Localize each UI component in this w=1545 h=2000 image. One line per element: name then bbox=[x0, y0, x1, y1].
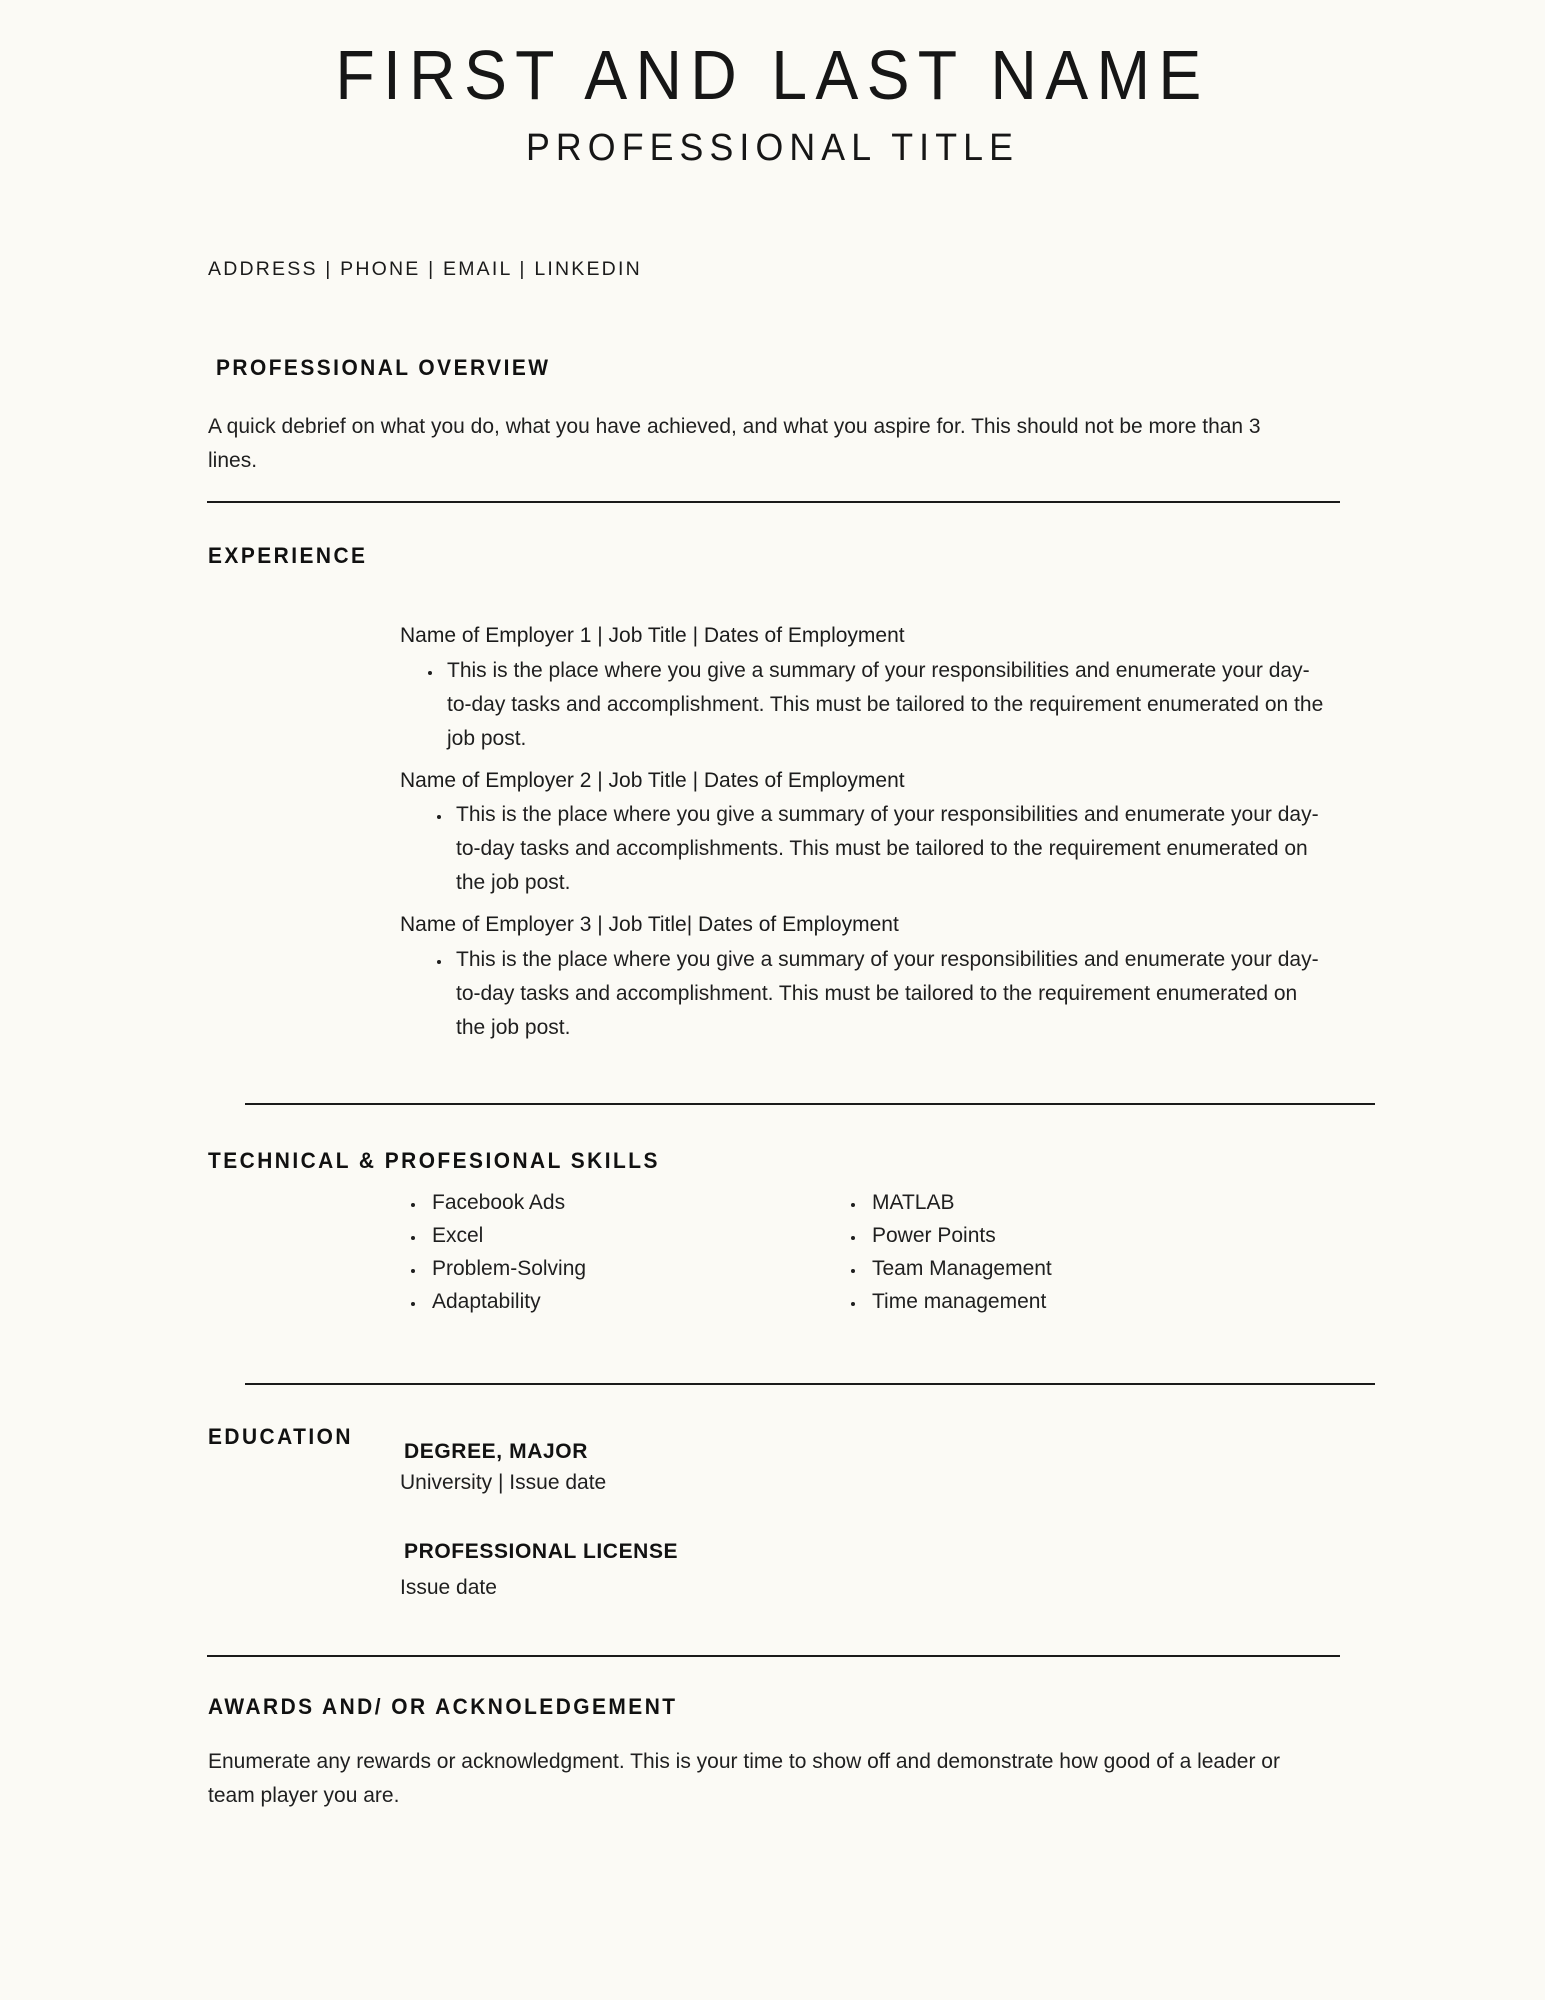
professional-title: PROFESSIONAL TITLE bbox=[525, 126, 1020, 169]
list-item: • Adaptability bbox=[426, 1289, 840, 1316]
education-entry-degree bbox=[400, 1437, 1200, 1499]
list-item: • Facebook Ads bbox=[426, 1190, 840, 1217]
experience-list bbox=[400, 620, 1330, 1054]
list-item: • This is the place where you give a summary of your responsibilities and enumerate your day-to-day tasks and accomplishment. This must be tailored to the requirement enumerated on the job post. bbox=[443, 654, 1330, 756]
education-list bbox=[400, 1437, 1200, 1604]
section-heading-experience: EXPERIENCE bbox=[208, 543, 368, 568]
experience-entry bbox=[400, 620, 1330, 756]
experience-entry bbox=[400, 909, 1330, 1045]
list-item: • Power Points bbox=[866, 1223, 1280, 1250]
resume-header bbox=[0, 0, 1545, 169]
experience-entry-title: Name of Employer 1 | Job Title | Dates of Employment bbox=[400, 624, 905, 647]
skills-columns bbox=[400, 1190, 1300, 1322]
page-title: FIRST AND LAST NAME bbox=[335, 36, 1210, 114]
experience-entry-title: Name of Employer 2 | Job Title | Dates of Employment bbox=[400, 768, 905, 792]
education-license-title: PROFESSIONAL LICENSE bbox=[404, 1539, 679, 1563]
divider-before-skills bbox=[245, 1103, 1375, 1105]
education-license-subtitle: Issue date bbox=[400, 1576, 497, 1600]
section-heading-professional-overview: PROFESSIONAL OVERVIEW bbox=[216, 355, 551, 380]
skills-list-left bbox=[400, 1190, 840, 1316]
section-heading-skills: TECHNICAL & PROFESIONAL SKILLS bbox=[208, 1148, 660, 1173]
list-item: • Time management bbox=[866, 1289, 1280, 1316]
professional-overview-text: A quick debrief on what you do, what you have achieved, and what you aspire for. This should not be more than 3 lines. bbox=[208, 415, 1261, 473]
list-item: • Problem-Solving bbox=[426, 1256, 840, 1283]
divider-after-overview bbox=[207, 501, 1340, 503]
education-degree-subtitle: University | Issue date bbox=[400, 1471, 607, 1495]
skills-list-right bbox=[840, 1190, 1280, 1316]
experience-entry-bullets bbox=[400, 654, 1330, 756]
section-heading-education: EDUCATION bbox=[208, 1424, 353, 1449]
experience-entry-bullets bbox=[400, 798, 1330, 900]
section-heading-awards: AWARDS AND/ OR ACKNOLEDGEMENT bbox=[208, 1694, 678, 1719]
education-degree-title: DEGREE, MAJOR bbox=[404, 1440, 588, 1463]
list-item: • Excel bbox=[426, 1223, 840, 1250]
education-entry-license bbox=[400, 1537, 1200, 1604]
awards-text: Enumerate any rewards or acknowledgment. This is your time to show off and demonstrate how good of a leader or team player you are. bbox=[208, 1750, 1280, 1808]
contact-line: ADDRESS | PHONE | EMAIL | LINKEDIN bbox=[208, 258, 642, 280]
list-item: • This is the place where you give a summary of your responsibilities and enumerate your day-to-day tasks and accomplishment. This must be tailored to the requirement enumerated on the job post. bbox=[452, 943, 1330, 1045]
list-item: • Team Management bbox=[866, 1256, 1280, 1283]
experience-entry bbox=[400, 765, 1330, 901]
list-item: • This is the place where you give a summary of your responsibilities and enumerate your day-to-day tasks and accomplishments. This must be tailored to the requirement enumerated on the job post. bbox=[452, 798, 1330, 900]
list-item: • MATLAB bbox=[866, 1190, 1280, 1217]
divider-after-skills bbox=[245, 1383, 1375, 1385]
skills-column-right bbox=[840, 1190, 1280, 1322]
skills-column-left bbox=[400, 1190, 840, 1322]
experience-entry-bullets bbox=[400, 943, 1330, 1045]
experience-entry-title: Name of Employer 3 | Job Title| Dates of Employment bbox=[400, 913, 899, 937]
divider-before-awards bbox=[207, 1655, 1340, 1657]
